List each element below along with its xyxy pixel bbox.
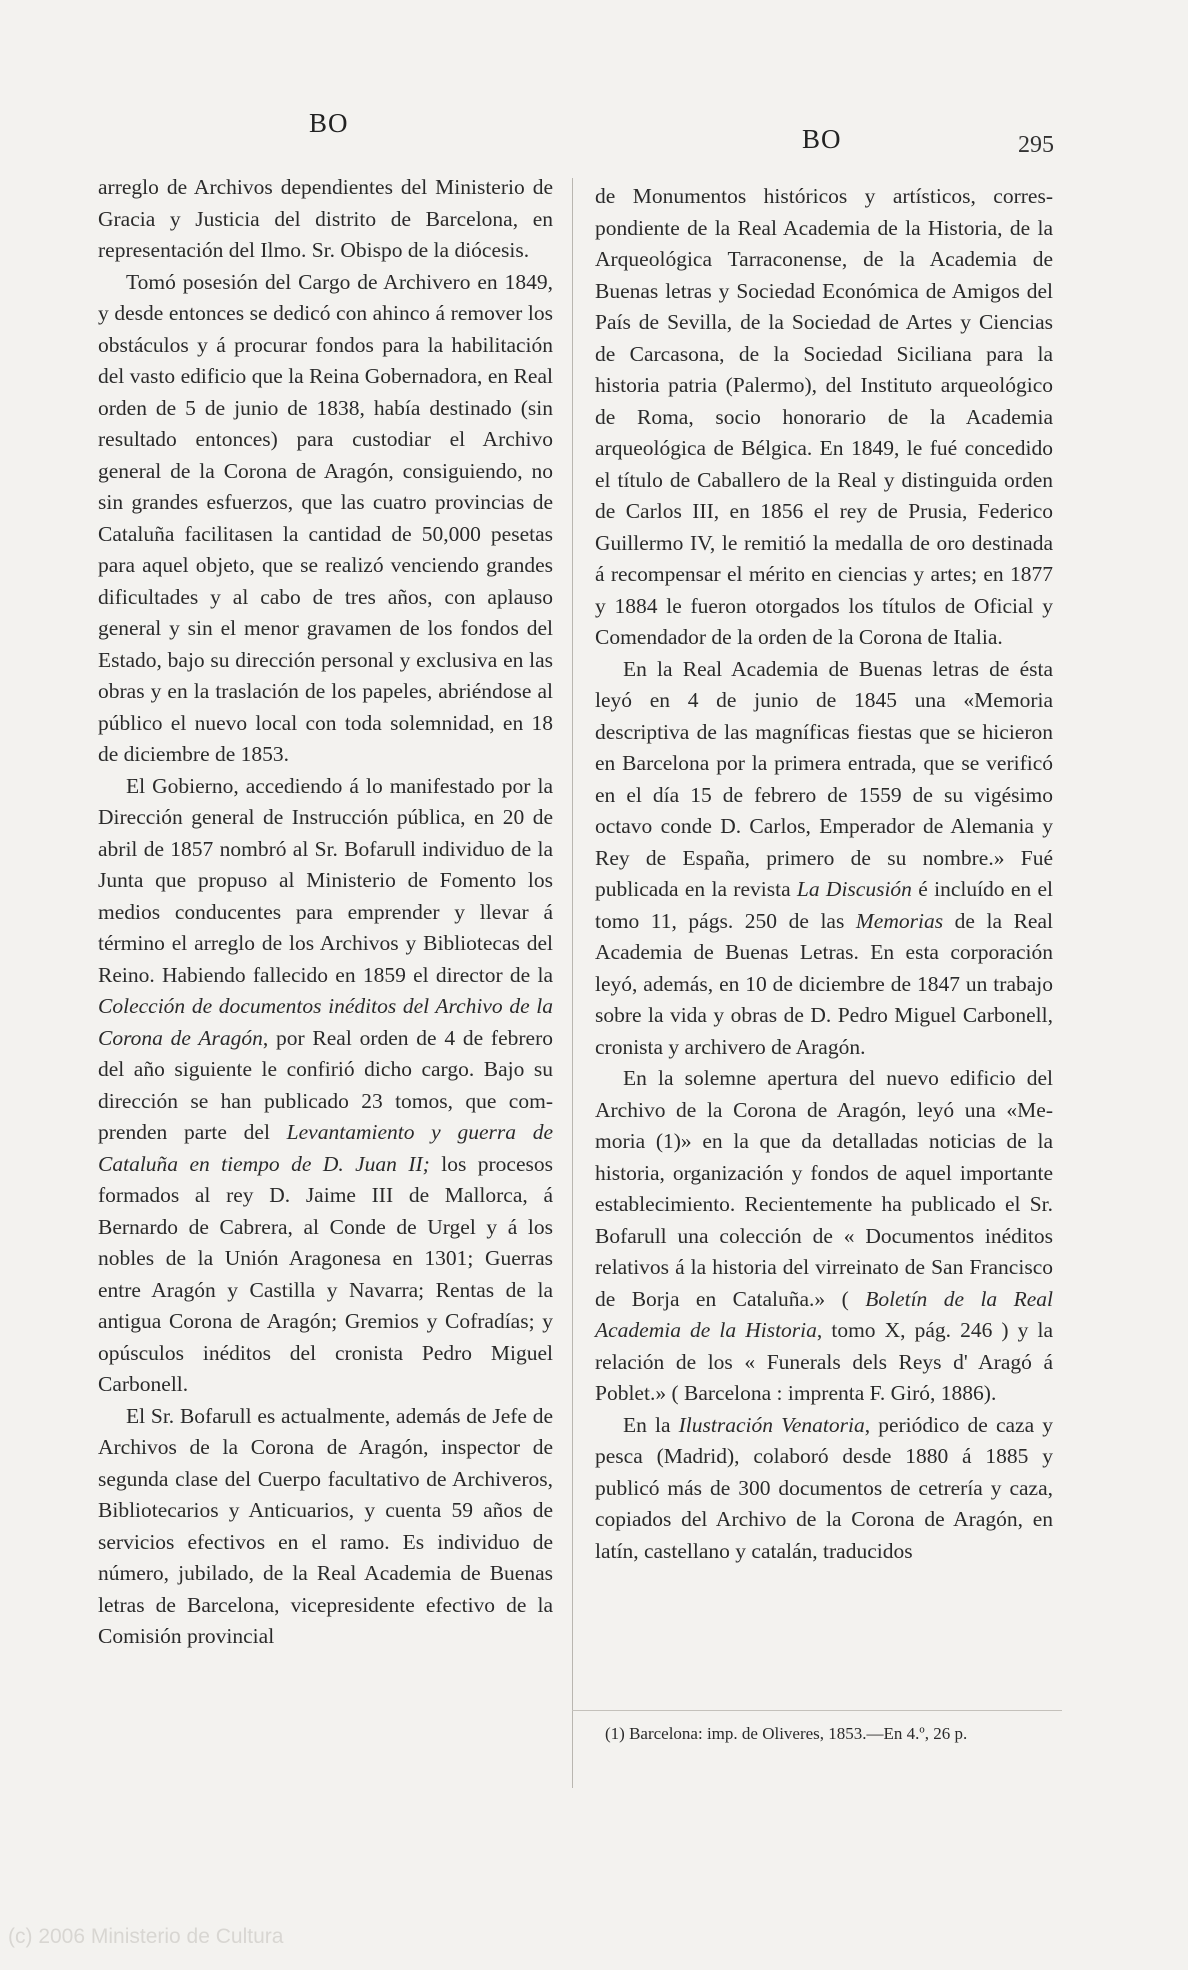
- italic-title: La Discusión: [796, 877, 912, 901]
- italic-title: Levantamiento y guerra de Cataluña en tiempo de D. Juan II;: [98, 1120, 553, 1176]
- text-run: , por Real orden de 4 de febrero del año siguiente le confirió dicho cargo. Bajo su dirección se han publicado 23 tomos, que comprenden parte del: [98, 1025, 553, 1144]
- paragraph: [98, 1401, 553, 1653]
- right-text-column: [595, 181, 1053, 1567]
- italic-title: Boletín de la Real Academia de la Historia: [595, 1286, 1053, 1342]
- copyright-watermark: (c) 2006 Ministerio de Cultura: [8, 1925, 284, 1948]
- footnote-rule: [572, 1710, 1062, 1711]
- paragraph: [98, 172, 553, 267]
- italic-title: Colección de documentos inéditos del Archivo de la Corona de Aragón: [98, 994, 553, 1050]
- paragraph: [98, 771, 553, 1401]
- footnote: (1) Barcelona: imp. de Oliveres, 1853.—En 4.º, 26 p.: [605, 1724, 968, 1743]
- text-run: é incluído en el tomo 11, págs. 250 de las: [595, 877, 1053, 933]
- paragraph: [595, 654, 1053, 1064]
- text-run: , periódico de caza y pesca (Madrid), colaboró desde 1880 á 1885 y publicó más de 300 documentos de cetrería y caza, copiados del Archivo de la Corona de Aragón, en latín, castellano y catalán, traducidos: [595, 1412, 1053, 1563]
- text-run: , tomo X, pág. 246 ) y la relación de los « Funerals dels Reys d' Aragó á Poblet.» ( Barcelona : imprenta F. Giró, 1886).: [595, 1318, 1053, 1405]
- italic-title: Memorias: [855, 908, 944, 933]
- page-number: 295: [1018, 132, 1054, 158]
- text-run: de la Real Academia de Buenas Letras. En esta corporación leyó, además, en 10 de diciembre de 1847 un trabajo sobre la vida y obras de D. Pedro Miguel Carbonell, cronista y archivero de Aragón.: [595, 908, 1053, 1059]
- paragraph: [595, 1410, 1053, 1568]
- text-run: de Monumentos históricos y artísticos, correspondiente de la Real Academia de la Historia, de la Arqueológica Tarraconense, de la Academia de Buenas letras y Sociedad Económica de Amigos del País de Sevilla, de la Sociedad de Artes y Ciencias de Carcasona, de la Sociedad Siciliana para la historia patria (Palermo), del Instituto arqueológico de Roma, socio honorario de la Academia arqueológica de Bélgica. En 1849, le fué concedido el título de Caballero de la Real y distinguida orden de Carlos III, en 1856 el rey de Prusia, Federico Guillermo IV, le remitió la medalla de oro destinada á recompensar el mérito en ciencias y artes; en 1877 y 1884 le fueron otorgados los títulos de Oficial y Comendador de la orden de la Corona de Italia.: [595, 184, 1053, 649]
- text-run: Tomó posesión del Cargo de Archivero en 1849, y desde entonces se dedicó con ahinco á remover los obstáculos y á procurar fondos para la habilitación del vasto edificio que la Reina Gobernadora, en Real orden de 5 de junio de 1838, había destinado (sin resultado entonces) para custodiar el Archivo general de la Corona de Aragón, consiguiendo, no sin grandes esfuerzos, que las cuatro provincias de Cataluña facilitasen la cantidad de 50,000 pesetas para aquel objeto, que se realizó venciendo grandes dificultades y al cabo de tres años, con aplauso general y sin el menor gravamen de los fondos del Estado, bajo su dirección personal y exclusiva en las obras y en la traslación de los papeles, abriéndose al público el nuevo local con toda solemnidad, en 18 de diciembre de 1853.: [98, 269, 553, 766]
- running-head-left: BO: [309, 108, 349, 138]
- italic-title: Ilustración Venatoria: [678, 1412, 865, 1437]
- paragraph: [595, 181, 1053, 654]
- paragraph: [595, 1063, 1053, 1410]
- text-run: En la: [623, 1412, 679, 1437]
- text-run: En la Real Academia de Buenas letras de ésta leyó en 4 de junio de 1845 una «Memoria descriptiva de las magníficas fiestas que se hicieron en Barcelona por la primera entrada, que se verificó en el día 15 de febrero de 1559 de su vigésimo octavo conde D. Carlos, Emperador de Alemania y Rey de España, primero de su nombre.» Fué publicada en la revista: [595, 656, 1053, 901]
- column-divider: [572, 178, 573, 1788]
- text-run: En la solemne apertura del nuevo edificio del Archivo de la Corona de Aragón, leyó una «Memoria (1)» en la que da detalladas noticias de la historia, organización y fondos de aquel importante establecimiento. Recientemente ha publicado el Sr. Bofarull una colección de « Documentos inéditos relativos á la historia del virreinato de San Francisco de Borja en Cataluña.» (: [595, 1066, 1053, 1311]
- running-head-right: BO: [802, 124, 842, 154]
- text-run: los procesos formados al rey D. Jaime III de Mallorca, á Bernardo de Cabrera, al Conde de Urgel y á los nobles de la Unión Aragonesa en 1301; Guerras entre Aragón y Castilla y Navarra; Rentas de la antigua Corona de Aragón; Gremios y Cofradías; y opúsculos inéditos del cronista Pedro Miguel Carbonell.: [98, 1151, 554, 1396]
- text-run: El Gobierno, accediendo á lo manifestado por la Dirección general de Instrucción pública, en 20 de abril de 1857 nombró al Sr. Bofarull individuo de la Junta que propuso al Ministerio de Fomento los medios conducentes para emprender y llevar á término el arreglo de los Archivos y Bibliotecas del Reino. Habiendo fallecido en 1859 el director de la: [98, 773, 553, 987]
- paragraph: [98, 267, 553, 771]
- text-run: arreglo de Archivos dependientes del Ministerio de Gracia y Justicia del distrito de Barcelona, en representación del Ilmo. Sr. Obispo de la diócesis.: [98, 175, 553, 262]
- text-run: El Sr. Bofarull es actualmente, además de Jefe de Archivos de la Corona de Aragón, inspector de segunda clase del Cuerpo facultativo de Archiveros, Bibliotecarios y Anticuarios, y cuenta 59 años de servicios efectivos en el ramo. Es individuo de número, jubilado, de la Real Academia de Buenas letras de Barcelona, vicepresidente efectivo de la Comisión provincial: [98, 1403, 553, 1648]
- left-text-column: [98, 172, 553, 1653]
